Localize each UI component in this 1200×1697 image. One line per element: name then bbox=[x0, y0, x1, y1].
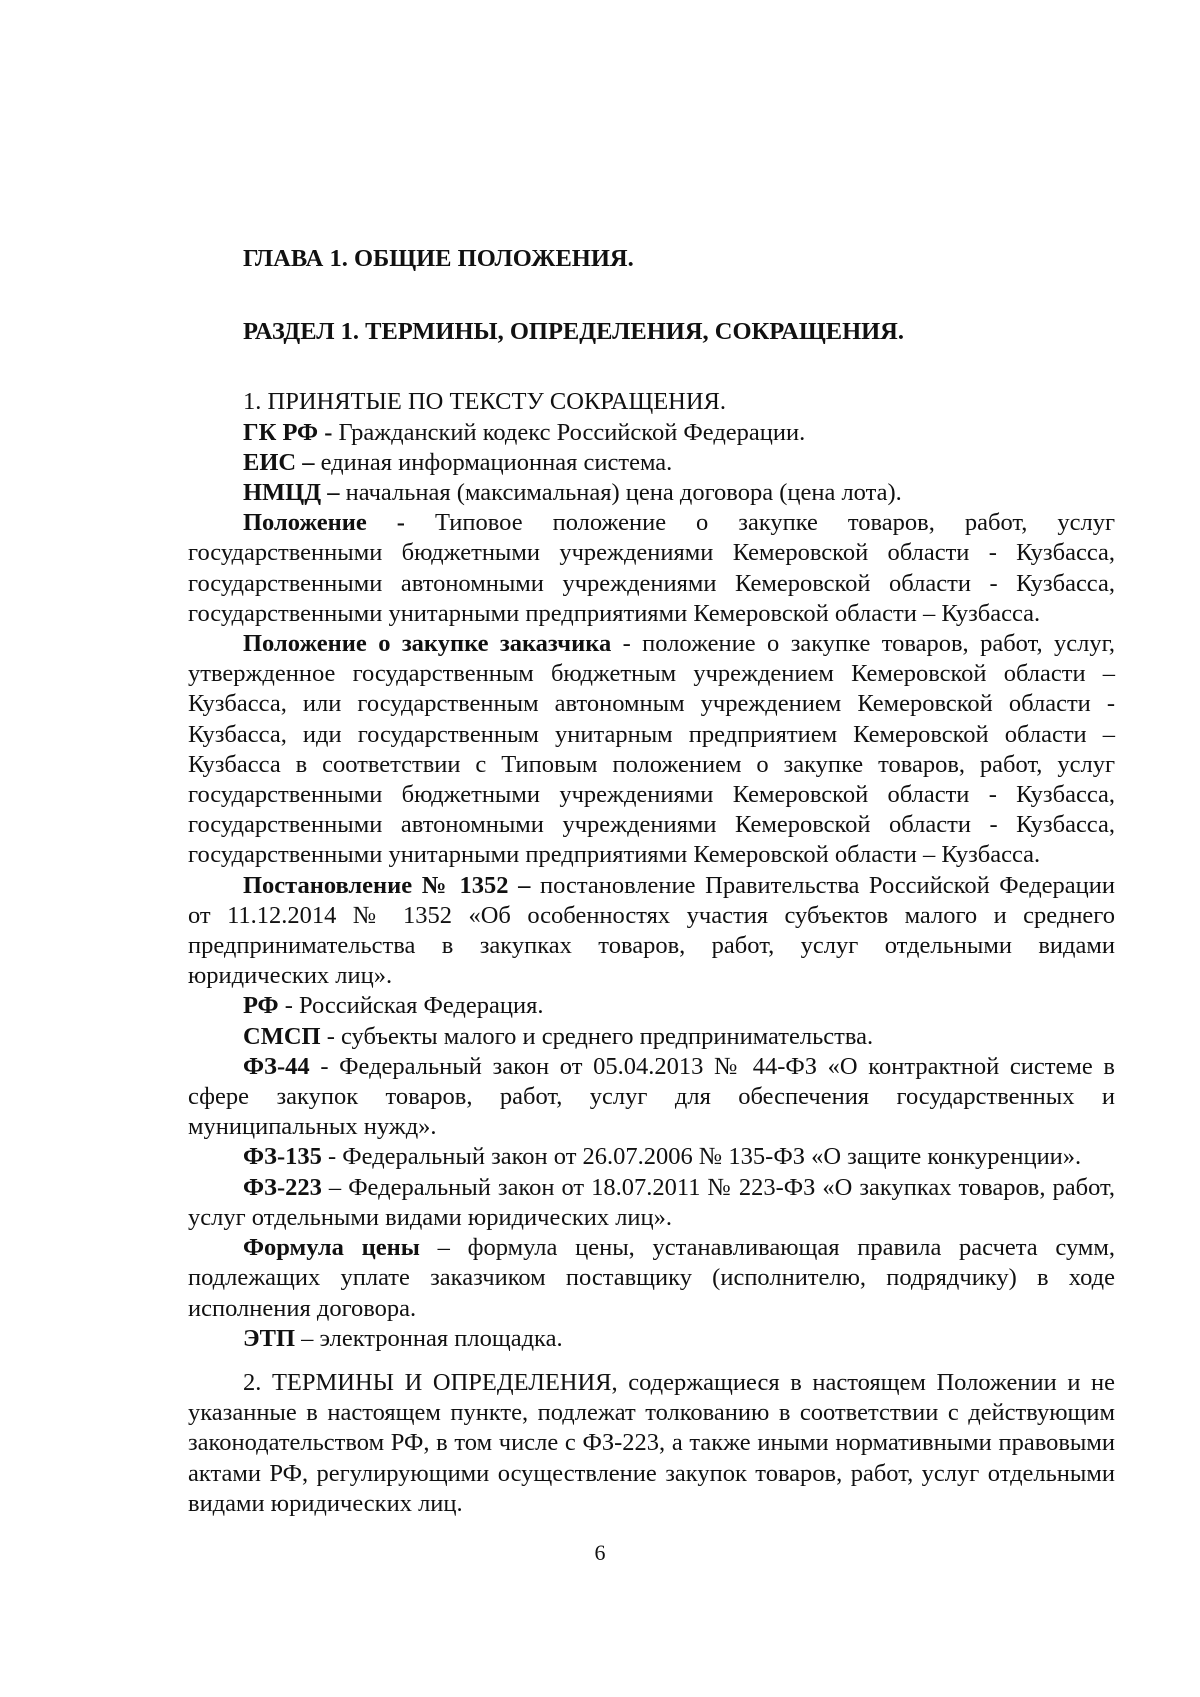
abbreviation-entry bbox=[188, 991, 1115, 1021]
abbreviation-term: ЭТП bbox=[243, 1324, 296, 1352]
abbreviation-term: Постановление № 1352 – bbox=[243, 871, 531, 899]
abbreviation-entry bbox=[188, 1233, 1115, 1324]
abbreviation-term: СМСП bbox=[243, 1022, 321, 1050]
abbreviation-term: Положение - bbox=[243, 509, 405, 537]
abbreviation-entry bbox=[188, 418, 1115, 448]
abbreviation-definition: единая информационная система. bbox=[314, 448, 673, 476]
terms-paragraph: 2. ТЕРМИНЫ И ОПРЕДЕЛЕНИЯ, содержащиеся в настоящем Положении и не указанные в настоящем пункте, подлежат толкованию в соответствии с действующим законодательством РФ, в том числе с ФЗ-223, а также иными нормативными правовыми актами РФ, регулирующими осуществление закупок товаров, работ, услуг отдельными видами юридических лиц. bbox=[188, 1368, 1115, 1517]
abbreviation-term: ГК РФ - bbox=[243, 418, 333, 446]
abbreviation-definition: постановление Правительства Российской Федерации от 11.12.2014 № 1352 «Об особенностях участия субъектов малого и среднего предпринимательства в закупках товаров, работ, услуг отдельными видами юридических лиц». bbox=[188, 871, 1115, 990]
abbreviation-term: Формула цены bbox=[243, 1234, 420, 1262]
abbreviation-definition: начальная (максимальная) цена договора (цена лота). bbox=[339, 479, 902, 507]
abbreviation-definition: - Российская Федерация. bbox=[278, 992, 544, 1020]
abbreviation-definition: - субъекты малого и среднего предпринимательства. bbox=[320, 1022, 874, 1050]
abbreviation-entry bbox=[188, 448, 1115, 478]
abbreviation-term: РФ bbox=[243, 992, 279, 1020]
abbreviation-term: НМЦД – bbox=[243, 479, 340, 507]
abbreviation-term: ФЗ-44 bbox=[243, 1052, 310, 1080]
abbreviation-definition: – электронная площадка. bbox=[295, 1324, 563, 1352]
abbreviation-definition: - положение о закупке товаров, работ, услуг, утвержденное государственным бюджетным учреждением Кемеровской области – Кузбасса, или государственным автономным учреждением Кемеровской области - Кузбасса, иди государственным унитарным предприятием Кемеровской области – Кузбасса в соответствии с Типовым положением о закупке товаров, работ, услуг государственными бюджетными учреждениями Кемеровской области - Кузбасса, государственными автономными учреждениями Кемеровской области - Кузбасса, государственными унитарными предприятиями Кемеровской области – Кузбасса. bbox=[188, 630, 1115, 869]
abbreviation-term: ФЗ-135 bbox=[243, 1143, 322, 1171]
abbreviation-definition: - Федеральный закон от 26.07.2006 № 135-ФЗ «О защите конкуренции». bbox=[321, 1143, 1082, 1171]
section-title: РАЗДЕЛ 1. ТЕРМИНЫ, ОПРЕДЕЛЕНИЯ, СОКРАЩЕНИЯ. bbox=[243, 318, 904, 346]
abbreviation-definition: - Федеральный закон от 05.04.2013 № 44-ФЗ «О контрактной системе в сфере закупок товаров, работ, услуг для обеспечения государственных и муниципальных нужд». bbox=[188, 1052, 1115, 1141]
abbreviation-entry bbox=[188, 1142, 1115, 1172]
abbreviation-entry bbox=[188, 871, 1115, 992]
abbreviation-definition: Гражданский кодекс Российской Федерации. bbox=[332, 418, 806, 446]
abbreviation-term: Положение о закупке заказчика bbox=[243, 630, 612, 658]
abbreviation-entry bbox=[188, 1052, 1115, 1143]
abbreviation-definition: – формула цены, устанавливающая правила расчета сумм, подлежащих уплате заказчиком поставщику (исполнителю, подрядчику) в ходе исполнения договора. bbox=[188, 1234, 1115, 1322]
page-number: 6 bbox=[594, 1540, 606, 1565]
abbreviation-entry bbox=[188, 1173, 1115, 1233]
abbreviation-entry bbox=[188, 1022, 1115, 1052]
abbreviation-term: ФЗ-223 bbox=[243, 1173, 322, 1201]
abbreviation-entry bbox=[188, 629, 1115, 871]
abbreviation-entry bbox=[188, 1324, 1115, 1354]
chapter-title: ГЛАВА 1. ОБЩИЕ ПОЛОЖЕНИЯ. bbox=[243, 245, 634, 272]
abbreviation-entry bbox=[188, 478, 1115, 508]
document-page bbox=[188, 244, 1115, 1519]
abbreviations-heading: 1. ПРИНЯТЫЕ ПО ТЕКСТУ СОКРАЩЕНИЯ. bbox=[243, 388, 727, 416]
abbreviation-definition: – Федеральный закон от 18.07.2011 № 223-ФЗ «О закупках товаров, работ, услуг отдельными видами юридических лиц». bbox=[188, 1173, 1115, 1231]
abbreviation-definition: Типовое положение о закупке товаров, работ, услуг государственными бюджетными учреждениями Кемеровской области - Кузбасса, государственными автономными учреждениями Кемеровской области - Кузбасса, государственными унитарными предприятиями Кемеровской области – Кузбасса. bbox=[188, 509, 1116, 627]
abbreviation-entry bbox=[188, 508, 1115, 629]
abbreviation-term: ЕИС – bbox=[243, 448, 315, 476]
